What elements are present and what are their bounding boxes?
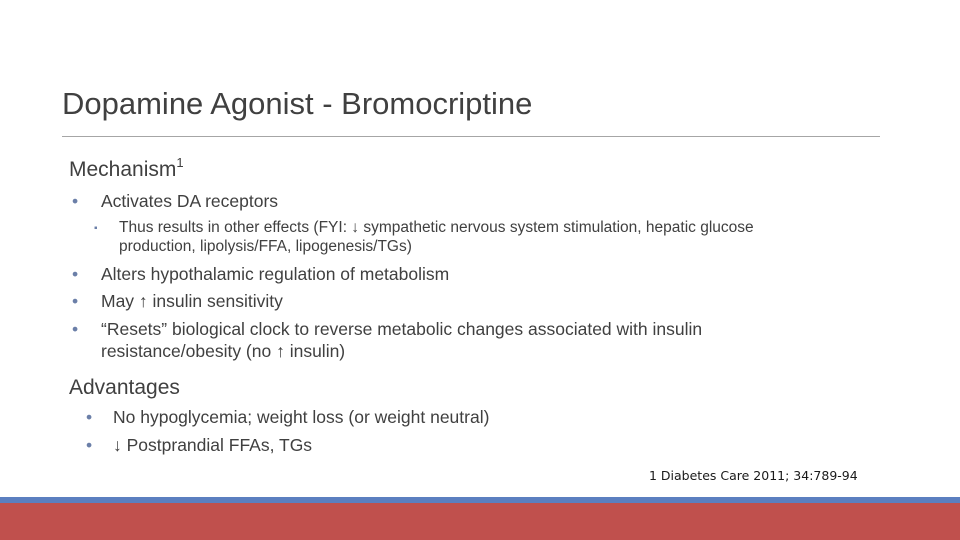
advantages-heading: Advantages xyxy=(69,376,180,399)
bullet-text: Alters hypothalamic regulation of metabolism xyxy=(101,264,450,284)
bullet-icon: • xyxy=(72,291,79,311)
title-divider xyxy=(62,136,880,137)
sub-bullet-text-line-2: production, lipolysis/FFA, lipogenesis/TGs) xyxy=(119,238,412,255)
bullet-text: May ↑ insulin sensitivity xyxy=(101,291,283,311)
bullet-text: ↓ Postprandial FFAs, TGs xyxy=(113,435,313,455)
bullet-icon: • xyxy=(86,435,93,455)
footnote-marker: 1 xyxy=(176,155,184,170)
sub-bullet-text-line-1: Thus results in other effects (FYI: ↓ sympathetic nervous system stimulation, hepatic glucose xyxy=(119,219,754,236)
bullet-text: No hypoglycemia; weight loss (or weight neutral) xyxy=(113,407,490,427)
bullet-icon: • xyxy=(86,407,93,427)
sub-bullet-icon: ▪ xyxy=(94,223,98,234)
mechanism-heading-text: Mechanism xyxy=(69,158,177,181)
footer-band xyxy=(0,503,960,540)
slide-title: Dopamine Agonist - Bromocriptine xyxy=(62,86,533,121)
bullet-icon: • xyxy=(72,264,79,284)
bullet-icon: • xyxy=(72,319,79,339)
bullet-icon: • xyxy=(72,191,79,211)
citation: 1 Diabetes Care 2011; 34:789-94 xyxy=(649,468,858,483)
bullet-text: Activates DA receptors xyxy=(101,191,279,211)
bullet-text-line-2: resistance/obesity (no ↑ insulin) xyxy=(101,341,346,361)
mechanism-heading xyxy=(69,155,184,182)
bullet-text-line-1: “Resets” biological clock to reverse metabolic changes associated with insulin xyxy=(101,319,703,339)
